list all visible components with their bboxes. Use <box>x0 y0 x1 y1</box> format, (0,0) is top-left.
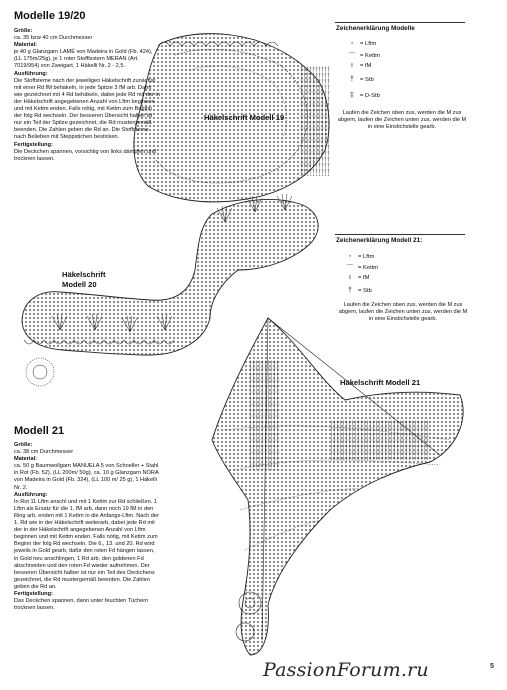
legend-1920-item-label: = Kettm <box>360 53 381 59</box>
slip-stitch-icon: ⌒ <box>346 265 354 272</box>
chart-19-label: Häkelschrift Modell 19 <box>204 113 285 122</box>
legend-1920-title: Zeichenerklärung Modelle <box>336 25 415 32</box>
legend-1920-item <box>348 51 380 61</box>
legend-21-item-label: = fM <box>358 274 370 281</box>
legend-1920-item <box>348 40 376 47</box>
model-21-material: ca. 50 g Baumwollgarn MANUELA 5 von Schoeller + Stahl in Rot (Fb. 52), (LL 200m/ 50g), ca. 10 g Glanzgarn NORA von Madeira in Gold (Fb. 324), (LL 100 m/ 25 g), 1 Häkelli Nr. 2. <box>14 463 159 491</box>
model-1920-instructions <box>14 28 160 163</box>
chart-21-label: Häkelschrift Modell 21 <box>340 378 421 387</box>
legend-1920-note: Laufen die Zeichen oben zus, werden die M zus abgem, laufen die Zeichen unten zus, werden die M in eine Einstichstelle gearb. <box>337 110 467 131</box>
legend-1920-item <box>348 92 380 99</box>
legend-21-item-label: = Lftm <box>358 253 375 260</box>
model-21-size: ca. 38 cm Durchmesser <box>14 449 74 456</box>
single-crochet-icon: ı <box>349 274 351 281</box>
legend-21-title: Zeichenerklärung Modell 21: <box>336 237 423 244</box>
model-21-execution-label: Ausführung: <box>14 491 48 498</box>
treble-crochet-icon: ‡ <box>350 92 354 99</box>
model-21-size-label: Größe: <box>14 442 33 448</box>
legend-21-item <box>346 253 374 260</box>
model-21-finishing: Das Deckchen spannen, dann unter feuchten Tüchern trocknen lassen. <box>14 598 149 612</box>
double-crochet-icon: † <box>350 76 354 83</box>
legend-1920-item-label: = Stb <box>360 76 374 83</box>
model-1920-execution: Die Stoffsterne nach der jeweiligen Häkelschrift zunächst mit einer Rd fM behäkeln, in jede Spitze 3 fM arb. Dann wie gezeichnet mit 4 Rd behäkeln, dabei jede Rd mit der in der Häkelschrift angegebenen Anzahl von Lftm beginnen und mit Kettm enden. Falls nötig, mit Kettm zum Beginn der folg Rd wechseln. Der besseren Übersicht halber ist nur ein Teil der Spitze gezeichnet, die Rd mustergemäß beenden. Die Zahlen geben die Rd an. Die Stoffsterne nach Belieben mit Steppstichen besticken. <box>14 77 160 141</box>
model-1920-material-label: Material: <box>14 42 38 49</box>
legend-1920-item-label: = Lftm <box>360 40 377 47</box>
model-1920-material: je 40 g Glanzgarn LAMÉ von Madeira in Gold (Fb. 424), (LL 175m/25g), je 1 roter Stofflsstern MERAN (Art. 7019/954) von Zweigart, 1 Häkelli Nr. 2 - 2,5. <box>14 49 153 70</box>
model-1920-finishing-label: Fertigstellung: <box>14 141 53 148</box>
model-21-finishing-label: Fertigstellung: <box>14 590 53 597</box>
legend-1920-item-label: = D-Stb <box>360 92 380 99</box>
chart-20-label-line1: Häkelschrift <box>62 270 106 279</box>
model-1920-size: ca. 35 bzw 40 cm Durchmesser <box>14 35 93 42</box>
legend-21-item <box>346 274 369 281</box>
double-crochet-icon: † <box>348 287 352 294</box>
model-21-execution: In Rot 11 Lftm anschl und mit 1 Kettm zur Rd schließen. 1 Lftm als Ersatz für die 1. fM arb, dann noch 19 fM in den Ring arb, enden mit 1 Kettm in die Anfangs-Lftm. Nach der 1. Rd wie in der Häkelschrift weiterarb, dabei jede Rd mit der in der Häkelschrift angegebenen Anzahl von Lftm beginnen und mit Kettm enden. Falls nötig, mit Kettm zum Beginn der folg Rd wechseln. Die 6., 13. und 20. Rd wird jeweils in Gold gearb, dafür den roten Fd hängen lassen, in Gold neu anschlingen, 1 Rd arb, den goldenen Fd abschneiden und den roten Fd wieder aufnehmen. Der besseren Übersicht halber ist nur ein Teil des Deckchens gezeichnet, die Rd mustergemäß beenden. Die Zahlen geben die Rd an. <box>14 498 159 590</box>
chain-stitch-icon: ◦ <box>348 253 352 260</box>
model-21-material-label: Material: <box>14 456 38 463</box>
single-crochet-icon: ı <box>351 62 353 69</box>
legend-1920-rule <box>335 22 465 23</box>
chain-stitch-icon: ◦ <box>350 40 354 47</box>
legend-1920-item <box>348 76 374 83</box>
legend-21-item <box>346 287 372 294</box>
model-21-title: Modell 21 <box>14 425 65 437</box>
legend-21-item-label: = Kettm <box>358 265 379 271</box>
watermark: PassionForum.ru <box>263 659 429 681</box>
model-1920-execution-label: Ausführung: <box>14 70 48 77</box>
model-1920-finishing: Die Deckchen spannen, vorsichtig von links dämpfen und trocknen lassen. <box>14 148 157 162</box>
model-1920-size-label: Größe: <box>14 28 33 34</box>
chart-model-21 <box>212 318 463 655</box>
legend-1920-item-label: = fM <box>360 62 372 69</box>
legend-21-rule <box>335 234 465 235</box>
model-1920-title: Modelle 19/20 <box>14 10 86 22</box>
legend-1920-item <box>348 62 371 69</box>
model-21-instructions <box>14 442 160 612</box>
chart-20-label-line2: Modell 20 <box>62 280 97 289</box>
legend-21-item-label: = Stb <box>358 287 372 294</box>
legend-21-note: Laufen die Zeichen oben zus, werden die M zus abgem, laufen die Zeichen unten zus, werden die M in eine Einstichstelle gearb. <box>338 302 468 323</box>
page-number: 5 <box>490 663 494 670</box>
legend-21-item <box>346 263 378 273</box>
slip-stitch-icon: ⌒ <box>348 53 356 60</box>
